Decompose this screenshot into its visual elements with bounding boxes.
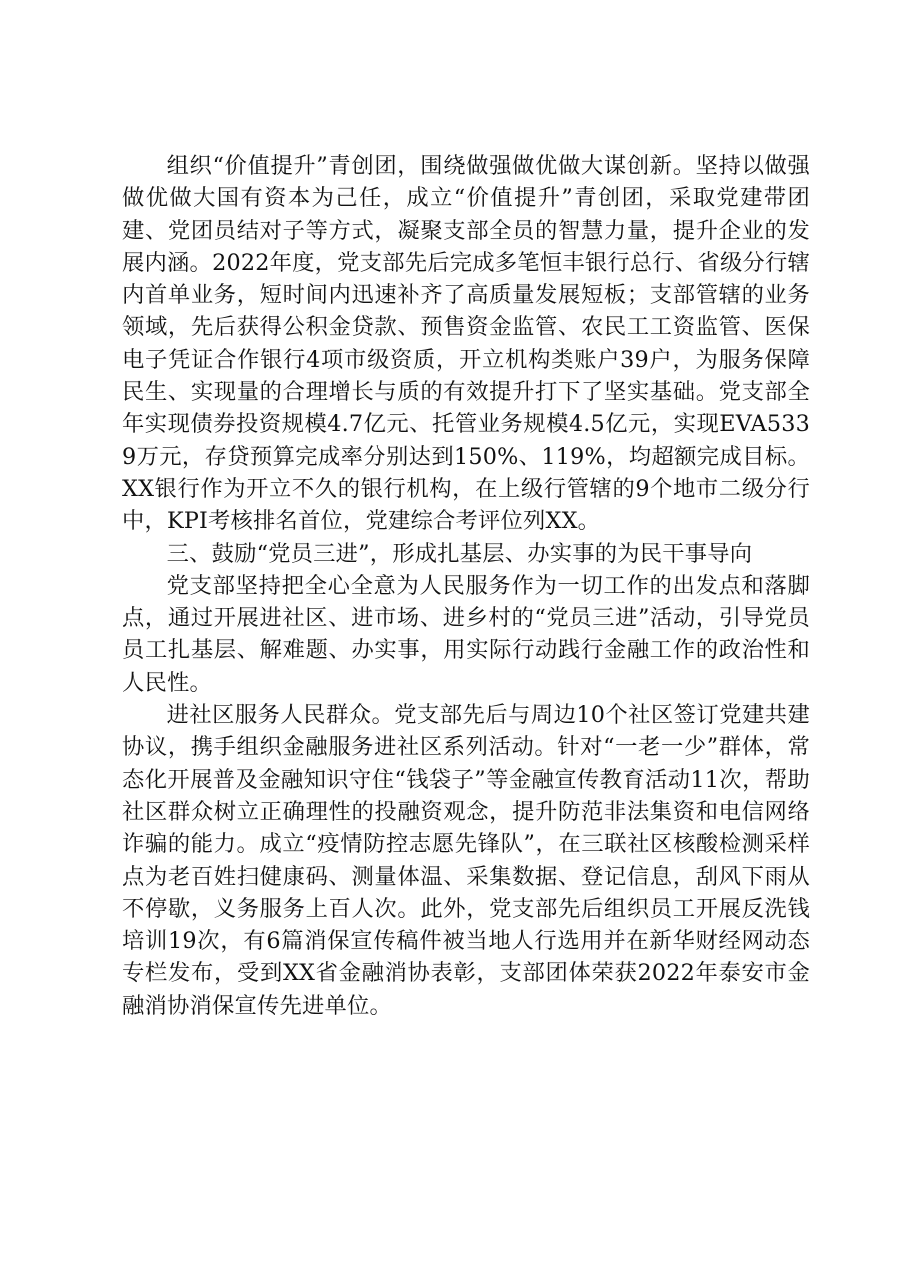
paragraph-value-improvement-youth-team: 组织“价值提升”青创团，围绕做强做优做大谋创新。坚持以做强做优做大国有资本为己任，成立“价值提升”青创团，采取党建带团建、党团员结对子等方式，凝聚支部全员的智慧力量，提升企业的发展内涵。2022年度，党支部先后完成多笔恒丰银行总行、省级分行辖内首单业务，短时间内迅速补齐了高质量发展短板；支部管辖的业务领域，先后获得公积金贷款、预售资金监管、农民工工资监管、医保电子凭证合作银行4项市级资质，开立机构类账户39户，为服务保障民生、实现量的合理增长与质的有效提升打下了坚实基础。党支部全年实现债券投资规模4.7亿元、托管业务规模4.5亿元，实现EVA5339万元，存贷预算完成率分别达到150%、119%，均超额完成目标。XX银行作为开立不久的银行机构，在上级行管辖的9个地市二级分行中，KPI考核排名首位，党建综合考评位列XX。	[122, 153, 810, 535]
paragraph-serve-people-principle: 党支部坚持把全心全意为人民服务作为一切工作的出发点和落脚点，通过开展进社区、进市场、进乡村的“党员三进”活动，引导党员员工扎基层、解难题、办实事，用实际行动践行金融工作的政治性和人民性。	[122, 572, 810, 696]
paragraph-community-service: 进社区服务人民群众。党支部先后与周边10个社区签订党建共建协议，携手组织金融服务进社区系列活动。针对“一老一少”群体，常态化开展普及金融知识守住“钱袋子”等金融宣传教育活动11次，帮助社区群众树立正确理性的投融资观念，提升防范非法集资和电信网络诈骗的能力。成立“疫情防控志愿先锋队”，在三联社区核酸检测采样点为老百姓扫健康码、测量体温、采集数据、登记信息，刮风下雨从不停歇，义务服务上百人次。此外，党支部先后组织员工开展反洗钱培训19次，有6篇消保宣传稿件被当地人行选用并在新华财经网动态专栏发布，受到XX省金融消协表彰，支部团体荣获2022年泰安市金融消协消保宣传先进单位。	[122, 702, 810, 1019]
section-heading-party-members-three-entries: 三、鼓励“党员三进”，形成扎基层、办实事的为民干事导向	[166, 540, 753, 567]
document-page	[122, 0, 810, 1286]
